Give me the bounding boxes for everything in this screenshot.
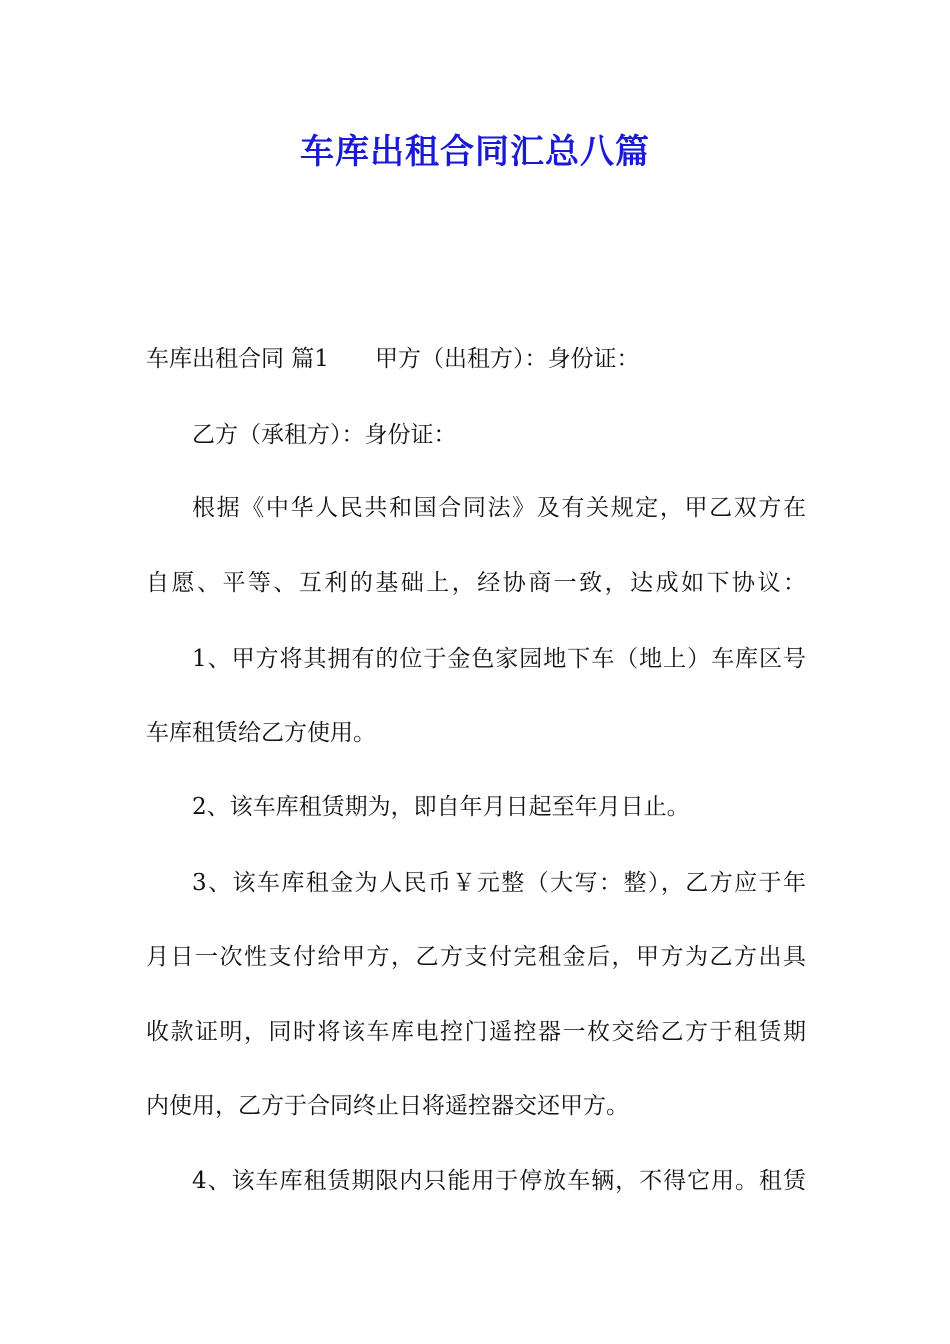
clause-3-line: 内使用，乙方于合同终止日将遥控器交还甲方。 <box>146 1093 629 1119</box>
clause-4-line: 4、该车库租赁期限内只能用于停放车辆，不得它用。租赁 <box>192 1168 806 1194</box>
clause-3-line: 3、该车库租金为人民币￥元整（大写：整），乙方应于年 <box>192 870 806 896</box>
party-b-line: 乙方（承租方）：身份证： <box>192 422 457 448</box>
clause-2-line: 2、该车库租赁期为，即自年月日起至年月日止。 <box>192 794 690 820</box>
clause-1-line: 车库租赁给乙方使用。 <box>146 720 376 746</box>
first-line <box>146 342 806 376</box>
clause-3-line: 收款证明，同时将该车库电控门遥控器一枚交给乙方于租赁期 <box>146 1019 806 1045</box>
paragraph-line: 自愿、平等、互利的基础上，经协商一致，达成如下协议： <box>146 570 806 596</box>
section-heading: 车库出租合同 篇1 <box>146 346 329 372</box>
paragraph-line: 根据《中华人民共和国合同法》及有关规定，甲乙双方在 <box>192 495 806 521</box>
party-a-line: 甲方（出租方）：身份证： <box>374 346 640 372</box>
document-title: 车库出租合同汇总八篇 <box>300 132 650 172</box>
clause-1-line: 1、甲方将其拥有的位于金色家园地下车（地上）车库区号 <box>192 646 806 672</box>
clause-3-line: 月日一次性支付给甲方，乙方支付完租金后，甲方为乙方出具 <box>146 944 806 970</box>
